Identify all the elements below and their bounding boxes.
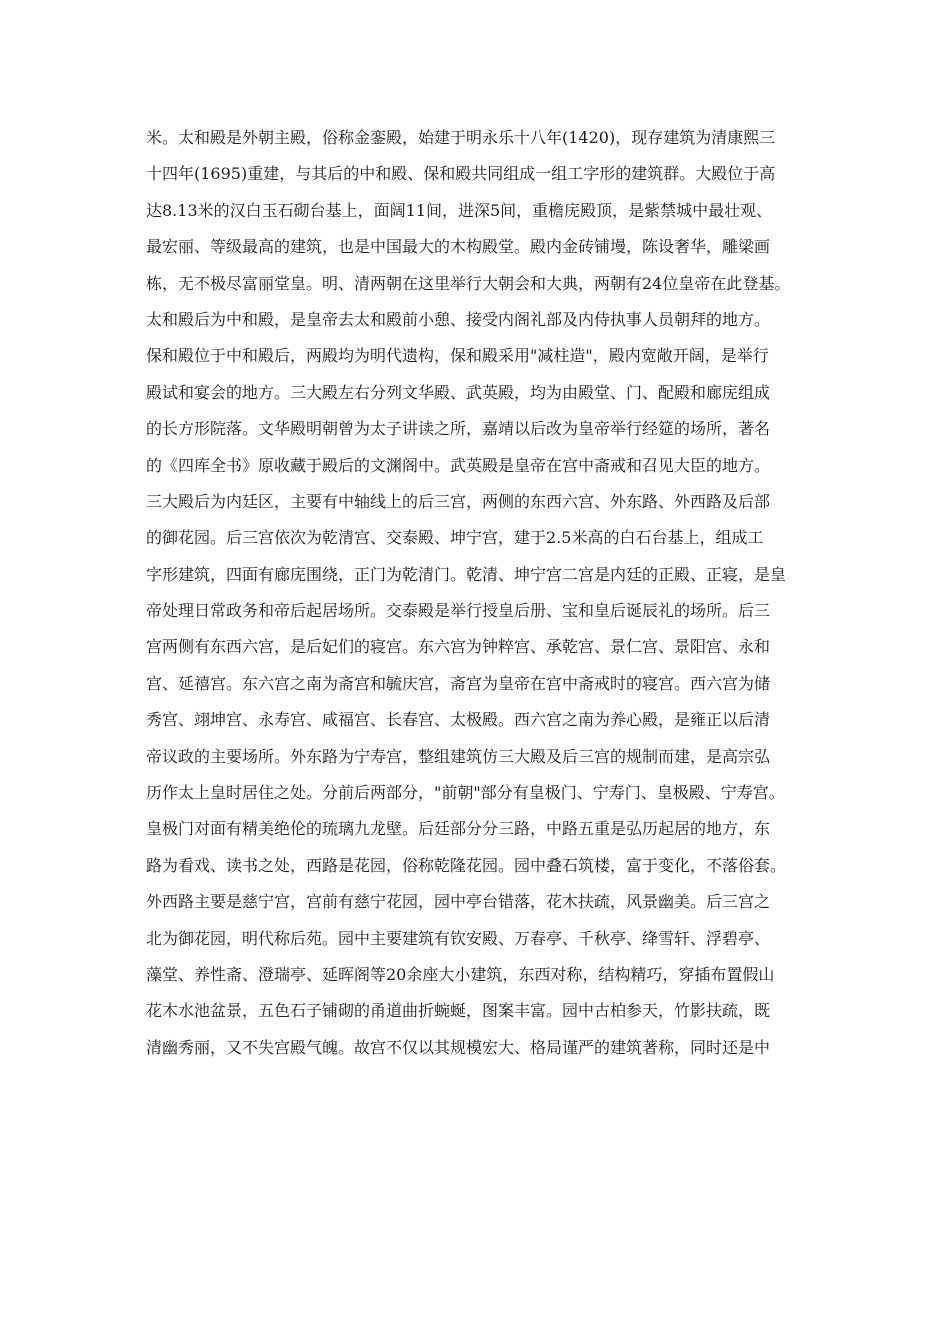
text-line-21: 路为看戏、读书之处，西路是花园，俗称乾隆花园。园中叠石筑楼，富于变化，不落俗套。: [146, 855, 787, 875]
text-line-18: 帝议政的主要场所。外东路为宁寿宫，整组建筑仿三大殿及后三宫的规制而建，是高宗弘: [146, 746, 771, 766]
text-line-13: 字形建筑，四面有廊庑围绕，正门为乾清门。乾清、坤宁宫二宫是内廷的正殿、正寝，是皇: [146, 564, 787, 584]
text-line-10: 的《四库全书》原收藏于殿后的文渊阁中。武英殿是皇帝在宫中斋戒和召见大臣的地方。: [146, 455, 771, 475]
text-line-20: 皇极门对面有精美绝伦的琉璃九龙壁。后廷部分分三路，中路五重是弘历起居的地方，东: [146, 819, 771, 839]
text-line-23: 北为御花园，明代称后苑。园中主要建筑有钦安殿、万春亭、千秋亭、绛雪轩、浮碧亭、: [146, 928, 771, 948]
body-text: [146, 120, 846, 1066]
text-line-5: 栋，无不极尽富丽堂皇。明、清两朝在这里举行大朝会和大典，两朝有24位皇帝在此登基。: [146, 273, 791, 293]
text-line-14: 帝处理日常政务和帝后起居场所。交泰殿是举行授皇后册、宝和皇后诞辰礼的场所。后三: [146, 601, 771, 621]
text-line-11: 三大殿后为内廷区，主要有中轴线上的后三宫，两侧的东西六宫、外东路、外西路及后部: [146, 491, 771, 511]
text-line-9: 的长方形院落。文华殿明朝曾为太子讲读之所，嘉靖以后改为皇帝举行经筵的场所，著名: [146, 419, 771, 439]
text-line-6: 太和殿后为中和殿，是皇帝去太和殿前小憩、接受内阁礼部及内侍执事人员朝拜的地方。: [146, 309, 771, 329]
text-line-8: 殿试和宴会的地方。三大殿左右分列文华殿、武英殿，均为由殿堂、门、配殿和廊庑组成: [146, 382, 771, 402]
text-line-22: 外西路主要是慈宁宫，宫前有慈宁花园，园中亭台错落，花木扶疏，风景幽美。后三宫之: [146, 892, 771, 912]
text-line-25: 花木水池盆景，五色石子铺砌的甬道曲折蜿蜒，图案丰富。园中古柏参天，竹影扶疏，既: [146, 1001, 771, 1021]
text-line-24: 藻堂、养性斋、澄瑞亭、延晖阁等20余座大小建筑，东西对称，结构精巧，穿插布置假山: [146, 964, 775, 984]
text-line-26: 清幽秀丽，又不失宫殿气魄。故宫不仅以其规模宏大、格局谨严的建筑著称，同时还是中: [146, 1037, 771, 1057]
text-line-16: 宫、延禧宫。东六宫之南为斋宫和毓庆宫，斋宫为皇帝在宫中斋戒时的寝宫。西六宫为储: [146, 673, 771, 693]
text-line-3: 达8.13米的汉白玉石砌台基上，面阔11间，进深5间，重檐庑殿顶，是紫禁城中最壮观、: [146, 200, 773, 220]
text-line-4: 最宏丽、等级最高的建筑，也是中国最大的木构殿堂。殿内金砖铺墁，陈设奢华，雕梁画: [146, 237, 771, 257]
text-line-15: 宫两侧有东西六宫，是后妃们的寝宫。东六宫为钟粹宫、承乾宫、景仁宫、景阳宫、永和: [146, 637, 771, 657]
text-line-12: 的御花园。后三宫依次为乾清宫、交泰殿、坤宁宫，建于2.5米高的白石台基上，组成工: [146, 528, 764, 548]
text-line-2: 十四年(1695)重建，与其后的中和殿、保和殿共同组成一组工字形的建筑群。大殿位于高: [146, 164, 776, 184]
text-line-7: 保和殿位于中和殿后，两殿均为明代遗构，保和殿采用"减柱造"，殿内宽敞开阔，是举行: [146, 346, 769, 366]
text-line-19: 历作太上皇时居住之处。分前后两部分，"前朝"部分有皇极门、宁寿门、皇极殿、宁寿宫。: [146, 783, 785, 803]
text-line-1: 米。太和殿是外朝主殿，俗称金銮殿，始建于明永乐十八年(1420)，现存建筑为清康熙三: [146, 128, 776, 147]
text-line-17: 秀宫、翊坤宫、永寿宫、咸福宫、长春宫、太极殿。西六宫之南为养心殿，是雍正以后清: [146, 710, 771, 730]
